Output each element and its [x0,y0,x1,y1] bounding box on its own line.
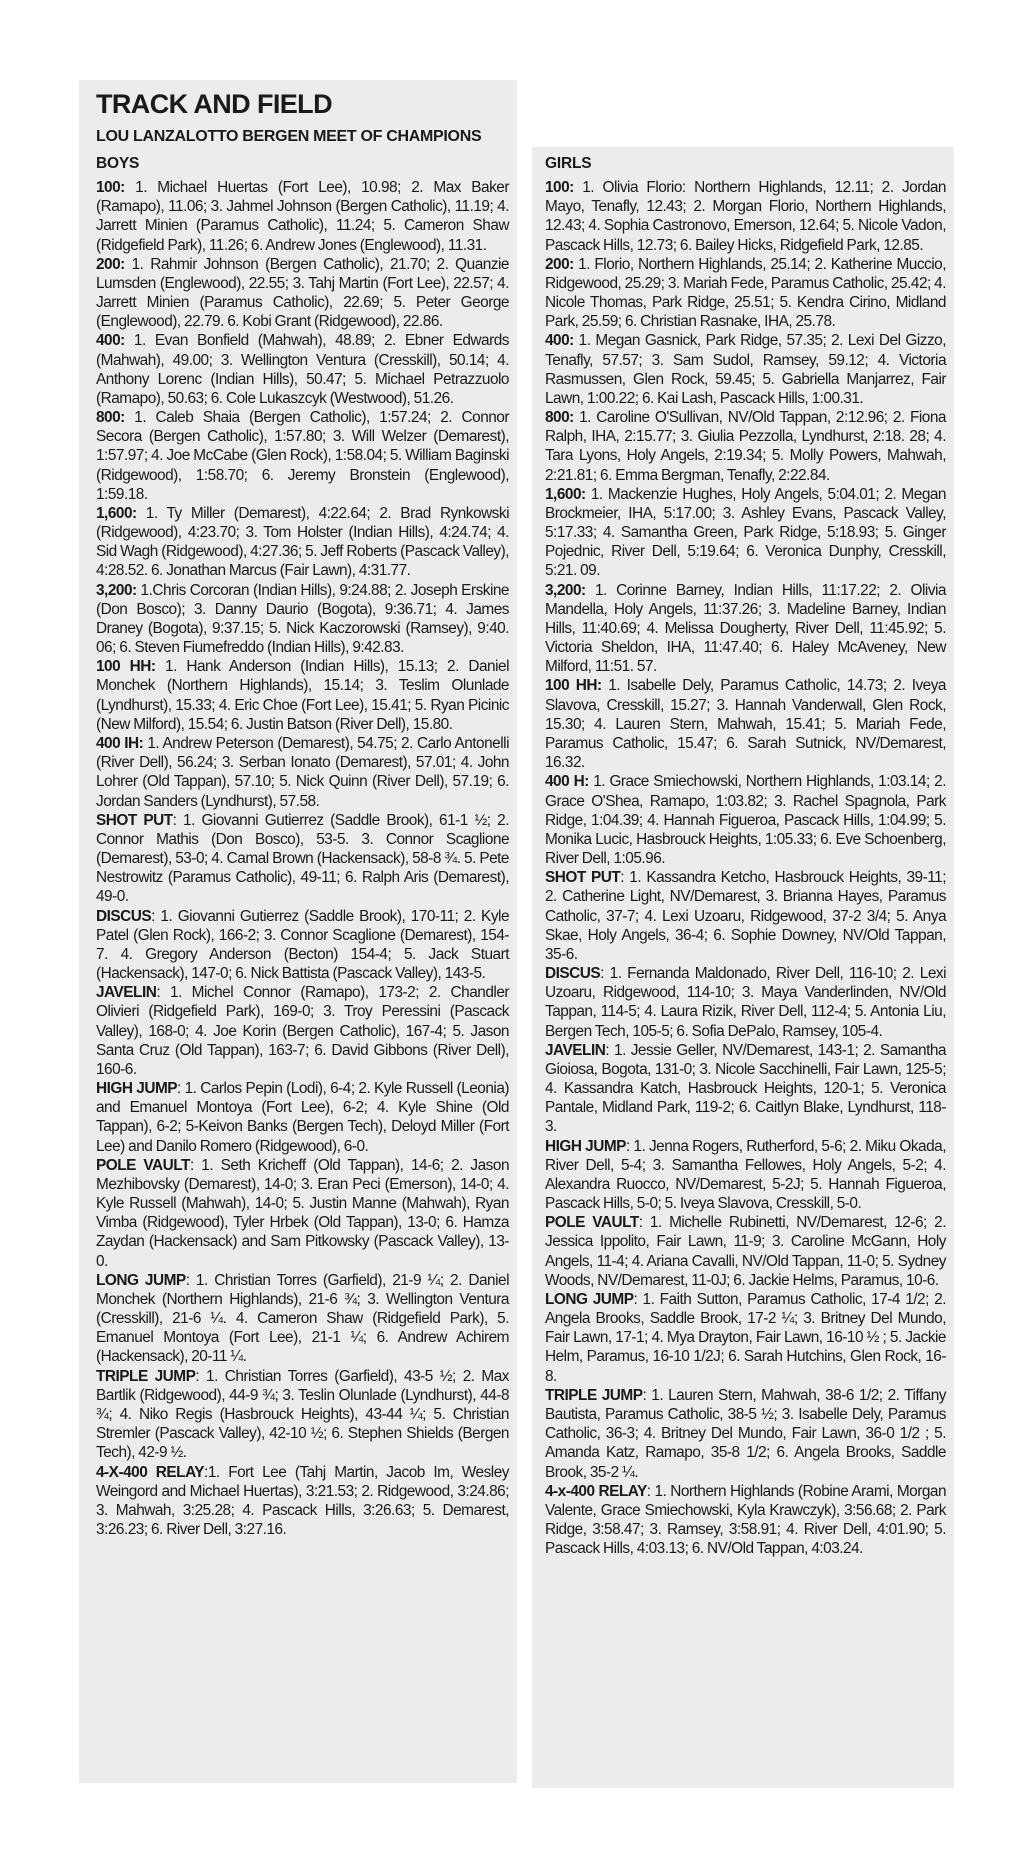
event-name: JAVELIN [545,1041,606,1059]
boys-section-label: BOYS [96,155,140,172]
event-results: : 1. Lauren Stern, Mahwah, 38-6 1/2; 2. Tiffany Bautista, Paramus Catholic, 38-5 ½; 3. Isabelle Dely, Paramus Catholic, 36-3; 4. Britney Del Mundo, Fair Lawn, 36-0 1/2 ; 5. Amanda Katz, Ramapo, 35-8 1/2; 6. Angela Brooks, Saddle Brook, 35-2 ¼. [545,1386,946,1481]
event-name: LONG JUMP [545,1290,634,1308]
event-name: 800: [545,409,574,427]
event-results: : 1. Faith Sutton, Paramus Catholic, 17-4 1/2; 2. Angela Brooks, Saddle Brook, 17-2 ¼; 3. Britney Del Mundo, Fair Lawn, 17-1; 4. Mya Drayton, Fair Lawn, 16-10 ½ ; 5. Jackie Helm, Paramus, 16-10 1/2J; 6. Sarah Hutchins, Glen Rock, 16-8. [545,1290,946,1385]
event-results: : 1. Giovanni Gutierrez (Saddle Brook), 170-11; 2. Kyle Patel (Glen Rock), 166-2; 3. Connor Scaglione (Demarest), 154-7. 4. Gregory Anderson (Becton) 154-4; 5. Jack Stuart (Hackensack), 147-0; 6. Nick Battista (Pascack Valley), 143-5. [96,907,509,983]
boys-event-result [96,331,509,408]
girls-section-label: GIRLS [545,155,592,172]
event-name: 4-x-400 RELAY [545,1482,647,1500]
girls-event-result [545,1213,946,1290]
event-results: 1. Caroline O'Sullivan, NV/Old Tappan, 2:12.96; 2. Fiona Ralph, IHA, 2:15.77; 3. Giulia Pezzolla, Lyndhurst, 2:18. 28; 4. Tara Lyons, Holy Angels, 2:19.34; 5. Molly Powers, Mahwah, 2:21.81; 6. Emma Bergman, Tenafly, 2:22.84. [545,409,946,484]
boys-event-result [96,983,509,1079]
boys-event-result [96,1271,509,1367]
event-results: : 1. Northern Highlands (Robine Arami, Morgan Valente, Grace Smiechowski, Kyla Krawczyk), 3:56.68; 2. Park Ridge, 3:58.47; 3. Ramsey, 3:58.91; 4. River Dell, 4:01.90; 5. Pascack Hills, 4:03.13; 6. NV/Old Tappan, 4:03.24. [545,1482,946,1558]
girls-column [532,147,954,1788]
boys-event-result [96,1463,509,1540]
event-results: : 1. Giovanni Gutierrez (Saddle Brook), 61-1 ½; 2. Connor Mathis (Don Bosco), 53-5. 3. Connor Scaglione (Demarest), 53-0; 4. Camal Brown (Hackensack), 58-8 ¾. 5. Pete Nestrowitz (Paramus Catholic), 49-11; 6. Ralph Aris (Demarest), 49-0. [96,811,509,906]
event-results: : 1. Jessie Geller, NV/Demarest, 143-1; 2. Samantha Gioiosa, Bogota, 131-0; 3. Nicole Sacchinelli, Fair Lawn, 125-5; 4. Kassandra Katch, Hasbrouck Heights, 120-1; 5. Veronica Pantale, Midland Park, 119-2; 6. Caitlyn Blake, Lyndhurst, 118-3. [545,1041,946,1136]
event-name: 800: [96,409,125,427]
event-name: POLE VAULT [96,1156,190,1174]
event-results: : 1. Carlos Pepin (Lodi), 6-4; 2. Kyle Russell (Leonia) and Emanuel Montoya (Fort Lee), 6-2; 4. Kyle Shine (Old Tappan), 6-2; 5-Keivon Banks (Bergen Tech), Deloyd Miller (Fort Lee) and Danilo Romero (Ridgewood), 6-0. [96,1080,509,1155]
boys-results-list [96,178,509,1539]
event-results: 1. Andrew Peterson (Demarest), 54.75; 2. Carlo Antonelli (River Dell), 56.24; 3. Serban Ionato (Demarest), 57.01; 4. John Lohrer (Old Tappan), 57.10; 5. Nick Quinn (River Dell), 57.19; 6. Jordan Sanders (Lyndhurst), 57.58. [96,734,509,810]
girls-event-result [545,178,946,255]
event-name: TRIPLE JUMP [545,1386,643,1404]
girls-event-result [545,255,946,332]
event-name: 100 HH: [96,658,156,676]
event-results: : 1. Michelle Rubinetti, NV/Demarest, 12-6; 2. Jessica Ippolito, Fair Lawn, 11-9; 3. Caroline McGann, Holy Angels, 11-4; 4. Ariana Cavalli, NV/Old Tappan, 11-0; 5. Sydney Woods, NV/Demarest, 11-0J; 6. Jackie Helms, Paramus, 10-6. [545,1214,946,1289]
event-results: : 1. Seth Kricheff (Old Tappan), 14-6; 2. Jason Mezhibovsky (Demarest), 14-0; 3. Eran Peci (Emerson), 14-0; 4. Kyle Russell (Mahwah), 14-0; 5. Justin Manne (Mahwah), Ryan Vimba (Ridgewood), Tyler Hrbek (Old Tappan), 13-0; 6. Hamza Zaydan (Hackensack) and Sam Pitkowsky (Pascack Valley), 13-0. [96,1156,510,1270]
event-name: 3,200: [96,581,137,599]
event-results: 1. Hank Anderson (Indian Hills), 15.13; 2. Daniel Monchek (Northern Highlands), 15.14; 3. Teslim Olunlade (Lyndhurst), 15.33; 4. Eric Choe (Fort Lee), 15.41; 5. Ryan Picinic (New Milford), 15.54; 6. Justin Batson (River Dell), 15.80. [96,658,509,733]
event-name: JAVELIN [96,984,157,1002]
event-results: 1.Chris Corcoran (Indian Hills), 9:24.88; 2. Joseph Erskine (Don Bosco); 3. Danny Daurio (Bogota), 9:36.71; 4. James Draney (Bogota), 9:37.15; 5. Nick Kaczorowski (Ramsey), 9:40. 06; 6. Steven Fiumefreddo (Indian Hills), 9:42.83. [96,581,509,657]
girls-event-result [545,1386,946,1482]
girls-event-result [545,581,946,677]
event-results: 1. Megan Gasnick, Park Ridge, 57.35; 2. Lexi Del Gizzo, Tenafly, 57.57; 3. Sam Sudol, Ramsey, 59.12; 4. Victoria Rasmussen, Glen Rock, 59.45; 5. Gabriella Manjarrez, Fair Lawn, 1:00.22; 6. Kai Lash, Pascack Hills, 1:00.31. [545,332,946,407]
boys-event-result [96,1156,509,1271]
event-name: 400: [96,332,125,350]
event-results: 1. Corinne Barney, Indian Hills, 11:17.22; 2. Olivia Mandella, Holy Angels, 11:37.26; 3. Madeline Barney, Indian Hills, 11:40.69; 4. Melissa Dougherty, River Dell, 11:45.92; 5. Victoria Sheldon, IHA, 11:47.40; 6. Haley McAveney, New Milford, 11:51. 57. [545,581,946,676]
girls-results-list [545,178,946,1558]
event-name: 400 H: [545,773,589,791]
event-name: SHOT PUT [545,869,621,887]
girls-event-result [545,331,946,408]
event-name: 100: [96,179,125,196]
event-name: DISCUS [545,965,601,983]
event-results: 1. Evan Bonfield (Mahwah), 48.89; 2. Ebner Edwards (Mahwah), 49.00; 3. Wellington Ventura (Cresskill), 50.14; 4. Anthony Lorenc (Indian Hills), 50.47; 5. Michael Petrazzuolo (Ramapo), 50.63; 6. Cole Lukaszcyk (Westwood), 51.26. [96,332,509,407]
boys-event-result [96,408,509,504]
event-name: 200: [545,255,574,273]
event-results: 1. Rahmir Johnson (Bergen Catholic), 21.70; 2. Quanzie Lumsden (Englewood), 22.55; 3. Tahj Martin (Fort Lee), 22.57; 4. Jarrett Minien (Paramus Catholic), 22.69; 5. Peter George (Englewood), 22.79. 6. Kobi Grant (Ridgewood), 22.86. [96,255,509,331]
event-name: 400: [545,332,574,350]
event-name: 200: [96,255,125,273]
boys-event-result [96,734,509,811]
girls-event-result [545,676,946,772]
event-name: 1,600: [545,485,586,503]
event-name: POLE VAULT [545,1214,639,1232]
event-name: 400 IH: [96,734,144,752]
girls-event-result [545,772,946,868]
event-name: 3,200: [545,581,586,599]
boys-event-result [96,657,509,734]
page-title: TRACK AND FIELD [96,89,332,119]
event-results: : 1. Kassandra Ketcho, Hasbrouck Heights, 39-11; 2. Catherine Light, NV/Demarest, 3. Brianna Hayes, Paramus Catholic, 37-7; 4. Lexi Uzoaru, Ridgewood, 37-2 3/4; 5. Anya Skae, Holy Angels, 36-4; 6. Sophie Downey, NV/Old Tappan, 35-6. [545,869,946,963]
boys-event-result [96,811,509,907]
event-name: TRIPLE JUMP [96,1367,196,1385]
event-results: 1. Florio, Northern Highlands, 25.14; 2. Katherine Muccio, Ridgewood, 25.29; 3. Mariah Fede, Paramus Catholic, 25.42; 4. Nicole Thomas, Park Ridge, 25.51; 5. Kendra Cirino, Midland Park, 25.59; 6. Christian Rasnake, IHA, 25.78. [545,255,946,331]
boys-event-result [96,1367,509,1463]
event-results: :1. Fort Lee (Tahj Martin, Jacob Im, Wesley Weingord and Michael Huertas), 3:21.53; 2. Ridgewood, 3:24.86; 3. Mahwah, 3:25.28; 4. Pascack Hills, 3:26.63; 5. Demarest, 3:26.23; 6. River Dell, 3:27.16. [96,1463,509,1539]
event-name: 100: [545,179,574,196]
boys-event-result [96,255,509,332]
event-results: 1. Grace Smiechowski, Northern Highlands, 1:03.14; 2. Grace O'Shea, Ramapo, 1:03.82; 3. Rachel Spagnola, Park Ridge, 1:04.39; 4. Hannah Figueroa, Pascack Hills, 1:04.99; 5. Monika Lucic, Hasbrouck Heights, 1:05.33; 6. Eve Schoenberg, River Dell, 1:05.96. [545,773,946,868]
event-results: 1. Michael Huertas (Fort Lee), 10.98; 2. Max Baker (Ramapo), 11.06; 3. Jahmel Johnson (Bergen Catholic), 11.19; 4. Jarrett Minien (Paramus Catholic), 11.24; 5. Cameron Shaw (Ridgefield Park), 11.26; 6. Andrew Jones (Englewood), 11.31. [96,179,509,254]
event-results: 1. Mackenzie Hughes, Holy Angels, 5:04.01; 2. Megan Brockmeier, IHA, 5:17.00; 3. Ashley Evans, Pascack Valley, 5:17.33; 4. Samantha Green, Park Ridge, 5:18.93; 5. Ginger Pojednic, River Dell, 5:19.64; 6. Veronica Dunphy, Cresskill, 5:21. 09. [545,485,946,580]
event-name: HIGH JUMP [96,1080,178,1098]
event-name: SHOT PUT [96,811,173,829]
event-name: LONG JUMP [96,1271,186,1289]
event-name: 1,600: [96,504,137,522]
event-name: 100 HH: [545,677,602,695]
event-results: : 1. Christian Torres (Garfield), 43-5 ½; 2. Max Bartlik (Ridgewood), 44-9 ¾; 3. Teslin Olunlade (Lyndhurst), 44-8 ¾; 4. Niko Regis (Hasbrouck Heights), 43-44 ¼; 5. Christian Stremler (Pascack Valley), 42-10 ½; 6. Stephen Shields (Bergen Tech), 42-9 ½. [96,1367,509,1462]
boys-event-result [96,581,509,658]
event-results: 1. Caleb Shaia (Bergen Catholic), 1:57.24; 2. Connor Secora (Bergen Catholic), 1:57.80; 3. Will Welzer (Demarest), 1:57.97; 4. Joe McCabe (Glen Rock), 1:58.04; 5. William Baginski (Ridgewood), 1:58.70; 6. Jeremy Bronstein (Englewood), 1:59.18. [96,409,509,503]
girls-event-result [545,408,946,485]
event-results: 1. Olivia Florio: Northern Highlands, 12.11; 2. Jordan Mayo, Tenafly, 12.43; 2. Morgan Florio, Northern Highlands, 12.43; 4. Sophia Castronovo, Emerson, 12.64; 5. Nicole Vadon, Pascack Hills, 12.73; 6. Bailey Hicks, Ridgefield Park, 12.85. [545,179,946,254]
event-results: 1. Isabelle Dely, Paramus Catholic, 14.73; 2. Iveya Slavova, Cresskill, 15.27; 3. Hannah Vanderwall, Glen Rock, 15.30; 4. Lauren Stern, Mahwah, 15.41; 5. Mariah Fede, Paramus Catholic, 15.47; 6. Sarah Sutnick, NV/Demarest, 16.32. [545,677,946,772]
girls-event-result [545,964,946,1041]
meet-title: LOU LANZALOTTO BERGEN MEET OF CHAMPIONS [96,128,482,145]
event-name: HIGH JUMP [545,1137,626,1155]
boys-event-result [96,1079,509,1156]
event-results: : 1. Michel Connor (Ramapo), 173-2; 2. Chandler Olivieri (Ridgefield Park), 169-0; 3. Troy Peressini (Pascack Valley), 168-0; 4. Joe Korin (Bergen Catholic), 167-4; 5. Jason Santa Cruz (Old Tappan), 163-7; 6. David Gibbons (River Dell), 160-6. [96,984,509,1078]
boys-column [79,80,517,1783]
girls-event-result [545,1290,946,1386]
boys-event-result [96,504,509,581]
girls-event-result [545,1137,946,1214]
boys-event-result [96,907,509,984]
girls-event-result [545,1482,946,1559]
event-results: 1. Ty Miller (Demarest), 4:22.64; 2. Brad Rynkowski (Ridgewood), 4:23.70; 3. Tom Holster (Indian Hills), 4:24.74; 4. Sid Wagh (Ridgewood), 4:27.36; 5. Jeff Roberts (Pascack Valley), 4:28.52. 6. Jonathan Marcus (Fair Lawn), 4:31.77. [96,504,509,580]
girls-event-result [545,485,946,581]
girls-event-result [545,868,946,964]
event-name: 4-X-400 RELAY [96,1463,205,1481]
event-results: : 1. Christian Torres (Garfield), 21-9 ¼; 2. Daniel Monchek (Northern Highlands), 21-6 ¾; 3. Wellington Ventura (Cresskill), 21-6 ¼. 4. Cameron Shaw (Ridgefield Park), 5. Emanuel Montoya (Fort Lee), 21-1 ¼; 6. Andrew Achirem (Hackensack), 20-11 ¼. [96,1271,509,1366]
boys-event-result [96,178,509,255]
event-results: : 1. Fernanda Maldonado, River Dell, 116-10; 2. Lexi Uzoaru, Ridgewood, 114-10; 3. Maya Vanderlinden, NV/Old Tappan, 114-5; 4. Laura Rizik, River Dell, 112-4; 5. Antonia Liu, Bergen Tech, 105-5; 6. Sofia DePalo, Ramsey, 105-4. [545,965,946,1040]
girls-event-result [545,1041,946,1137]
event-results: : 1. Jenna Rogers, Rutherford, 5-6; 2. Miku Okada, River Dell, 5-4; 3. Samantha Fellowes, Holy Angels, 5-2; 4. Alexandra Ruocco, NV/Demarest, 5-2J; 5. Hannah Figueroa, Pascack Hills, 5-0; 5. Iveya Slavova, Cresskill, 5-0. [545,1137,946,1213]
event-name: DISCUS [96,907,152,925]
